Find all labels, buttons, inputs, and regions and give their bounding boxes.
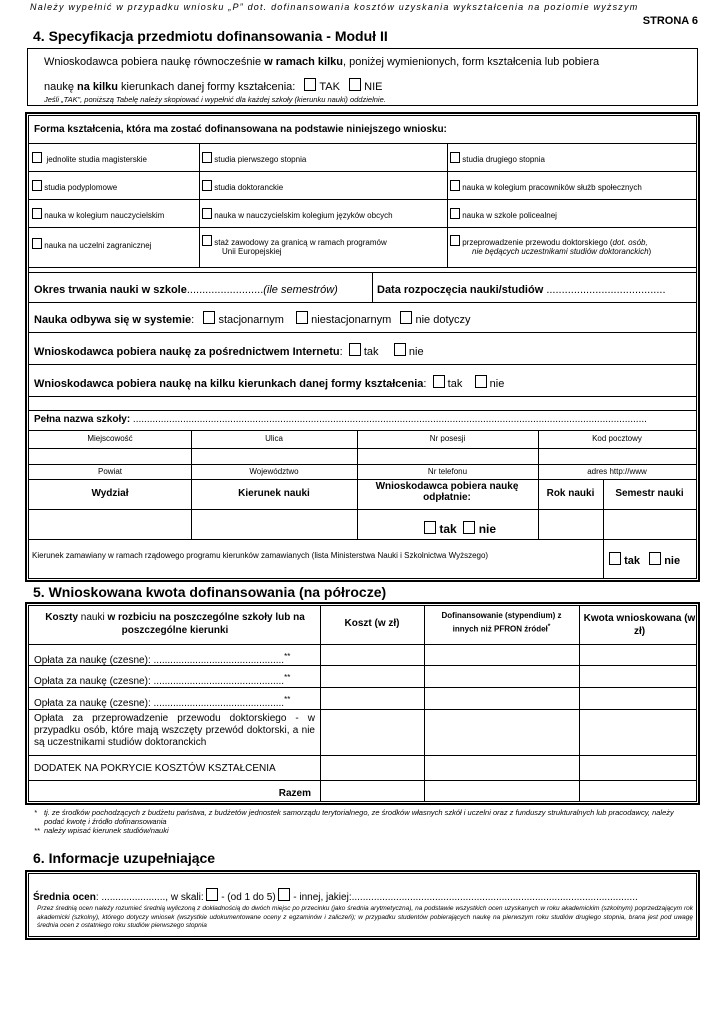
kilka-nie-checkbox[interactable] xyxy=(475,375,487,388)
odplatnie-nie-label: nie xyxy=(478,522,497,536)
intro-text-d: naukę xyxy=(44,81,78,93)
form-checkbox-10[interactable] xyxy=(32,238,42,249)
intro-tak-label: TAK xyxy=(319,81,340,93)
addr-header-nr-posesji: Nr posesji xyxy=(429,434,466,443)
form-label-1: jednolite studia magisterskie xyxy=(46,155,147,164)
kilka-tak-checkbox[interactable] xyxy=(433,375,445,388)
form-box xyxy=(25,112,700,582)
form-checkbox-7[interactable] xyxy=(32,208,42,219)
data-rozp-label: Data rozpoczęcia nauki/studiów xyxy=(377,284,544,296)
srednia-note: Przez średnią ocen należy rozumieć średnią wyliczoną z dokładnością do dwóch miejsc po przecinku (jako średnia arytmetyczna), na podstawie wszystkich ocen uzyskanych w roku akademickim (szkolnym) poprzedzającym rok akademicki (szkolny), którego dotyczy wniosek (wszystkie udokumentowane oceny z egzaminów i zaliczeń); w przypadku studentów pobierających naukę na pierwszym roku studiów drugiego stopnia, brana jest pod uwagę średnia ocen z ostatniego roku studiów pierwszego stopnia xyxy=(37,905,693,929)
zamawiany-nie-label: nie xyxy=(664,555,681,567)
kilka-nie-label: nie xyxy=(489,378,505,390)
internet-nie-checkbox[interactable] xyxy=(394,343,406,356)
form-checkbox-12[interactable] xyxy=(450,235,460,246)
intro-nie-checkbox[interactable] xyxy=(349,78,361,91)
zamawiany-nie-checkbox[interactable] xyxy=(649,552,661,565)
cost-row-razem[interactable] xyxy=(29,780,696,803)
footnote-1-marker: * xyxy=(34,808,37,817)
form-checkbox-2[interactable] xyxy=(202,152,212,163)
przewod-label-c: nie będących uczestnikami studiów doktoranckich xyxy=(472,247,649,256)
form-checkbox-5[interactable] xyxy=(202,180,212,191)
system-nie-dotyczy-checkbox[interactable] xyxy=(400,311,412,324)
cost-row-1-label: Opłata za naukę (czesne): ............................................... xyxy=(34,655,285,666)
addr-header-miejscowosc: Miejscowość xyxy=(87,434,133,443)
kilka-tak-label: tak xyxy=(447,378,463,390)
costs-col3-sup: * xyxy=(547,623,551,630)
cost-row-1-sup: ** xyxy=(284,652,291,661)
cost-row-3-sup: ** xyxy=(284,695,291,704)
srednia-label: Średnia ocen xyxy=(33,892,96,903)
internet-nie-label: nie xyxy=(408,346,424,358)
form-label-3: studia drugiego stopnia xyxy=(462,155,545,164)
cost-row-doktor-label: Opłata za przeprowadzenie przewodu doktorskiego - w przypadku osób, które mają wszczęty przewód doktorski, a nie są uczestnikami studiów doktoranckich xyxy=(34,713,315,748)
form-checkbox-4[interactable] xyxy=(32,180,42,191)
header-note: Należy wypełnić w przypadku wniosku „P” dot. dofinansowania kosztów uzyskania wykształcenia na poziomie wyższym xyxy=(30,2,639,12)
info-box xyxy=(25,870,700,940)
forma-header: Forma kształcenia, która ma zostać dofinansowana na podstawie niniejszego wniosku: xyxy=(34,124,447,135)
system-label: Nauka odbywa się w systemie xyxy=(34,314,192,326)
system-stacjonarny-checkbox[interactable] xyxy=(203,311,215,324)
intro-nie-label: NIE xyxy=(364,81,383,93)
section5-title: 5. Wnioskowana kwota dofinansowania (na półrocze) xyxy=(33,584,387,600)
przewod-label-b: dot. osób, xyxy=(612,238,648,247)
przewod-label-d: ) xyxy=(648,247,652,256)
srednia-text-b: - (od 1 do 5) xyxy=(221,892,276,903)
intro-tak-checkbox[interactable] xyxy=(304,78,316,91)
costs-col1-a: Koszty xyxy=(45,612,79,623)
form-label-9: nauka w szkole policealnej xyxy=(462,211,557,220)
cost-row-2[interactable] xyxy=(29,665,696,688)
form-label-6: nauka w kolegium pracowników służb społecznych xyxy=(462,183,642,192)
footnote-2: należy wpisać kierunek studiów/nauki xyxy=(44,826,169,835)
form-label-10: nauka na uczelni zagranicznej xyxy=(44,241,152,250)
internet-label: Wnioskodawca pobiera naukę za pośrednictwem Internetu xyxy=(34,346,340,358)
page-number: STRONA 6 xyxy=(642,15,698,27)
okres-label: Okres trwania nauki w szkole xyxy=(34,284,187,296)
section6-title: 6. Informacje uzupełniające xyxy=(33,850,216,866)
costs-col1-c: w rozbiciu na poszczególne szkoły lub na poszczególne kierunki xyxy=(107,612,305,636)
intro-note: Jeśli „TAK”, poniższą Tabelę należy skopiować i wypełnić dla każdej szkoły (kierunku nauki) oddzielnie. xyxy=(44,95,386,104)
odplatnie-tak-checkbox[interactable] xyxy=(424,521,436,534)
cost-row-3[interactable] xyxy=(29,687,696,710)
cost-row-2-label: Opłata za naukę (czesne): ............................................... xyxy=(34,676,285,687)
school-name-dots[interactable]: ......................................................................................................................................................................................... xyxy=(130,414,647,425)
system-colon: : xyxy=(191,314,195,326)
cost-row-doktor[interactable] xyxy=(29,709,696,756)
addr-input-row-1[interactable] xyxy=(29,448,696,465)
course-header-kierunek: Kierunek nauki xyxy=(238,488,310,499)
internet-colon: : xyxy=(339,346,343,358)
intro-box xyxy=(27,48,698,106)
skala-1-5-checkbox[interactable] xyxy=(206,888,218,901)
zamawiany-tak-checkbox[interactable] xyxy=(609,552,621,565)
kilka-label: Wnioskodawca pobiera naukę na kilku kierunkach danej formy kształcenia xyxy=(34,378,424,390)
cost-row-3-label: Opłata za naukę (czesne): ............................................... xyxy=(34,698,285,709)
course-header-wydzial: Wydział xyxy=(91,488,129,499)
skala-inna-checkbox[interactable] xyxy=(278,888,290,901)
form-label-7: nauka w kolegium nauczycielskim xyxy=(44,211,165,220)
course-header-rok: Rok nauki xyxy=(546,488,595,499)
form-checkbox-9[interactable] xyxy=(450,208,460,219)
staz-label-b: Unii Europejskiej xyxy=(222,247,282,256)
kierunek-zamawiany-label: Kierunek zamawiany w ramach rządowego programu kierunków zamawianych (lista Ministerstwa Nauki i Szkolnictwa Wyższego) xyxy=(32,551,489,560)
costs-col2-header: Koszt (w zł) xyxy=(344,618,400,629)
footnote-2-marker: ** xyxy=(34,826,40,835)
footnote-1: tj. ze środków pochodzących z budżetu państwa, z budżetów jednostek samorządu terytorialnego, ze środków własnych szkół i uczelni oraz z funduszy strukturalnych lub pracodawcy, należy podać kwotę i źródło dofinansowania xyxy=(44,808,674,826)
addr-header-powiat: Powiat xyxy=(97,467,122,476)
cost-row-1[interactable] xyxy=(29,644,696,666)
form-label-5: studia doktoranckie xyxy=(214,183,284,192)
cost-row-dodatek-label: DODATEK NA POKRYCIE KOSZTÓW KSZTAŁCENIA xyxy=(34,763,276,774)
srednia-text-a[interactable]: : ......................., w skali: xyxy=(95,892,204,903)
form-label-8: nauka w nauczycielskim kolegium języków obcych xyxy=(214,211,393,220)
przewod-label-a: przeprowadzenie przewodu doktorskiego ( xyxy=(462,238,613,247)
costs-col4-header: Kwota wnioskowana (w zł) xyxy=(583,613,696,637)
form-label-2: studia pierwszego stopnia xyxy=(214,155,307,164)
intro-text-a: Wnioskodawca pobiera naukę równocześnie xyxy=(44,56,265,68)
costs-table xyxy=(25,602,700,805)
addr-header-ulica: Ulica xyxy=(265,434,283,443)
intro-text-c: , poniżej wymienionych, form kształcenia lub pobiera xyxy=(343,56,600,68)
okres-hint: (ile semestrów) xyxy=(263,284,338,296)
form-checkbox-3[interactable] xyxy=(450,152,460,163)
intro-text-e: na kilku xyxy=(77,81,118,93)
addr-header-www: adres http://www xyxy=(587,467,647,476)
staz-label-a: staż zawodowy za granicą w ramach programów xyxy=(214,238,387,247)
course-header-odplatnie: Wnioskodawca pobiera naukę odpłatnie: xyxy=(375,481,519,503)
course-header-semestr: Semestr nauki xyxy=(615,488,684,499)
srednia-text-c[interactable]: - innej, jakiej:....................................................................................................... xyxy=(293,892,638,903)
addr-header-kod: Kod pocztowy xyxy=(592,434,642,443)
intro-text-f: kierunkach danej formy kształcenia: xyxy=(118,81,296,93)
zamawiany-tak-label: tak xyxy=(624,555,640,567)
system-niestacjonarny-label: niestacjonarnym xyxy=(311,314,392,326)
addr-header-wojewodztwo: Województwo xyxy=(249,467,299,476)
system-nie-dotyczy-label: nie dotyczy xyxy=(415,314,471,326)
okres-dots[interactable]: ......................... xyxy=(186,284,264,296)
costs-col3-header: Dofinansowanie (stypendium) z innych niż PFRON źródeł xyxy=(441,611,562,634)
form-checkbox-8[interactable] xyxy=(202,208,212,219)
odplatnie-tak-label: tak xyxy=(439,522,457,536)
cost-row-2-sup: ** xyxy=(284,673,291,682)
cost-row-razem-label: Razem xyxy=(278,788,311,799)
cost-row-dodatek[interactable] xyxy=(29,755,696,781)
school-name-label: Pełna nazwa szkoły: xyxy=(34,414,131,425)
internet-tak-label: tak xyxy=(363,346,379,358)
form-checkbox-6[interactable] xyxy=(450,180,460,191)
form-checkbox-11[interactable] xyxy=(202,235,212,246)
costs-col1-b: nauki xyxy=(78,612,108,623)
system-stacjonarny-label: stacjonarnym xyxy=(218,314,284,326)
form-checkbox-1[interactable] xyxy=(32,152,42,163)
form-label-4: studia podyplomowe xyxy=(44,183,118,192)
addr-header-telefon: Nr telefonu xyxy=(427,467,468,476)
system-niestacjonarny-checkbox[interactable] xyxy=(296,311,308,324)
odplatnie-nie-checkbox[interactable] xyxy=(463,521,475,534)
intro-text-b: w ramach kilku xyxy=(264,56,343,68)
data-rozp-dots[interactable]: ....................................... xyxy=(543,284,666,296)
internet-tak-checkbox[interactable] xyxy=(349,343,361,356)
kilka-colon: : xyxy=(423,378,427,390)
section4-title: 4. Specyfikacja przedmiotu dofinansowania - Moduł II xyxy=(33,28,388,44)
